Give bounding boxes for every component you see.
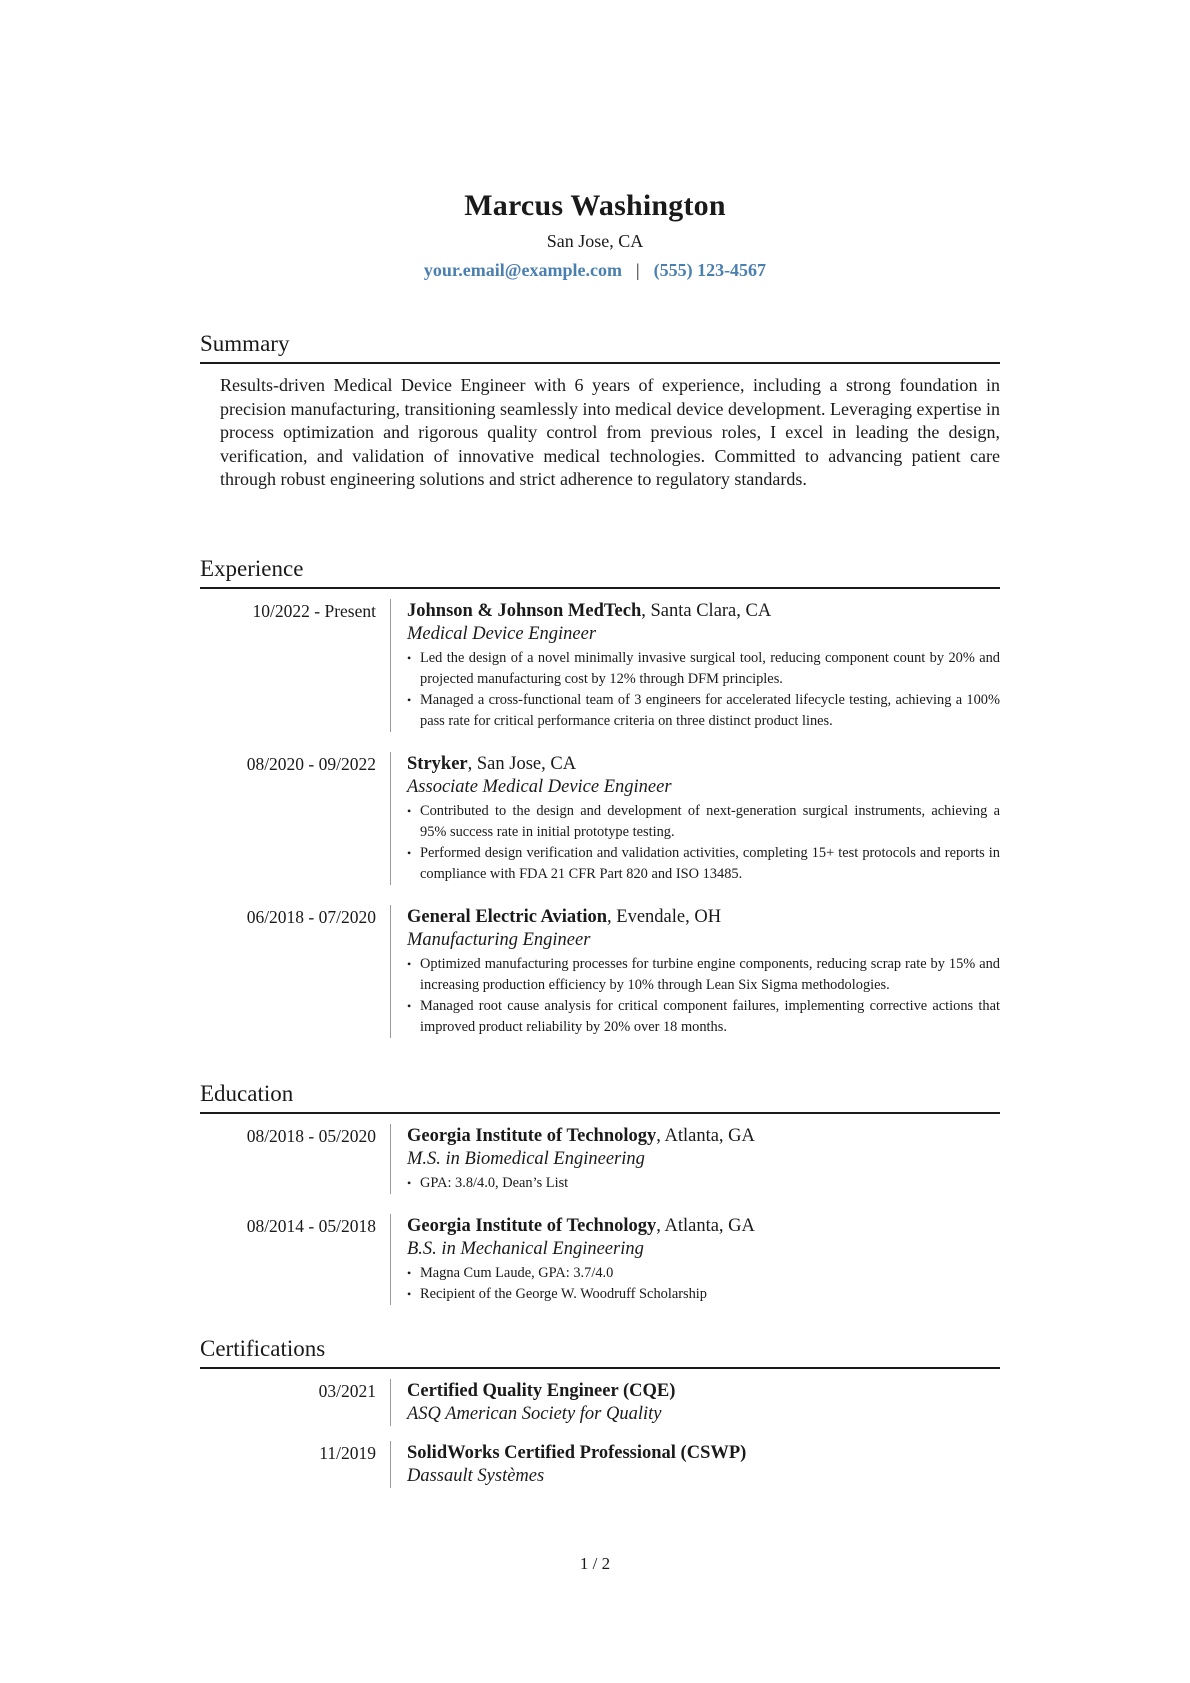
- entry-body: [390, 599, 1000, 732]
- candidate-location: San Jose, CA: [546, 231, 644, 251]
- section-divider: [200, 587, 1000, 589]
- entry-location: , Evendale, OH: [607, 907, 722, 927]
- entry-date: 10/2022 - Present: [252, 601, 376, 621]
- phone-link[interactable]: (555) 123-4567: [653, 260, 767, 280]
- contact-separator: |: [635, 260, 640, 280]
- list-item: • Optimized manufacturing processes for turbine engine components, reducing scrap rate by 15% and increasing production efficiency by 10% through Lean Six Sigma methodologies.: [407, 954, 1000, 996]
- experience-section: [200, 555, 1000, 1038]
- entry-date: 08/2020 - 09/2022: [246, 754, 376, 774]
- entry-title: [407, 1379, 1000, 1403]
- education-entry: [200, 1214, 1000, 1305]
- section-title-education: Education: [200, 1081, 294, 1106]
- entry-title: [407, 1214, 1000, 1238]
- entry-title: [407, 1441, 1000, 1465]
- list-item: • Recipient of the George W. Woodruff Scholarship: [407, 1284, 1000, 1305]
- entry-body: [390, 1379, 1000, 1426]
- section-title-experience: Experience: [200, 556, 304, 581]
- entry-location: , Atlanta, GA: [656, 1216, 755, 1236]
- summary-text: Results-driven Medical Device Engineer with 6 years of experience, including a strong foundation in precision manufacturing, transitioning seamlessly into medical device development. Leveraging expertise in process optimization and rigorous quality control from previous roles, I excel in leading the design, verification, and validation of innovative medical technologies. Committed to advancing patient care through robust engineering solutions and strict adherence to regulatory standards.: [220, 375, 1000, 489]
- certifications-section: [200, 1335, 1000, 1488]
- entry-body: [390, 752, 1000, 885]
- entry-body: [390, 1214, 1000, 1305]
- list-item: • Magna Cum Laude, GPA: 3.7/4.0: [407, 1263, 1000, 1284]
- list-item: • Led the design of a novel minimally invasive surgical tool, reducing component count by 20% and projected manufacturing cost by 12% through DFM principles.: [407, 648, 1000, 690]
- resume-header: [0, 188, 1190, 282]
- entry-bullets: [407, 954, 1000, 1038]
- entry-organization: Stryker: [407, 754, 468, 774]
- section-title-summary: Summary: [200, 331, 290, 356]
- entry-organization: Georgia Institute of Technology: [407, 1216, 657, 1236]
- entry-date: 11/2019: [319, 1443, 376, 1463]
- page-number: 1 / 2: [579, 1554, 611, 1573]
- entry-title: [407, 905, 1000, 929]
- education-section: [200, 1080, 1000, 1305]
- entry-role: Associate Medical Device Engineer: [407, 777, 672, 797]
- entry-bullets: [407, 801, 1000, 885]
- certification-name: Certified Quality Engineer (CQE): [407, 1381, 676, 1401]
- entry-location: , Santa Clara, CA: [641, 601, 772, 621]
- list-item: • GPA: 3.8/4.0, Dean’s List: [407, 1173, 1000, 1194]
- entry-degree: M.S. in Biomedical Engineering: [407, 1149, 645, 1169]
- list-item: • Managed a cross-functional team of 3 engineers for accelerated lifecycle testing, achieving a 100% pass rate for critical performance criteria on three distinct product lines.: [407, 690, 1000, 732]
- entry-organization: Johnson & Johnson MedTech: [407, 601, 642, 621]
- certification-entry: [200, 1379, 1000, 1426]
- entry-organization: Georgia Institute of Technology: [407, 1126, 657, 1146]
- entry-date: 06/2018 - 07/2020: [246, 907, 376, 927]
- certification-issuer: Dassault Systèmes: [407, 1466, 545, 1486]
- entry-title: [407, 1124, 1000, 1148]
- section-divider: [200, 1367, 1000, 1369]
- section-divider: [200, 362, 1000, 364]
- entry-degree: B.S. in Mechanical Engineering: [407, 1239, 644, 1259]
- section-title-certifications: Certifications: [200, 1336, 326, 1361]
- entry-title: [407, 752, 1000, 776]
- experience-entry: [200, 752, 1000, 885]
- entry-bullets: [407, 648, 1000, 732]
- entry-body: [390, 1124, 1000, 1194]
- entry-role: Medical Device Engineer: [407, 624, 597, 644]
- entry-date: 03/2021: [318, 1381, 376, 1401]
- certification-entry: [200, 1441, 1000, 1488]
- entry-organization: General Electric Aviation: [407, 907, 608, 927]
- certification-issuer: ASQ American Society for Quality: [407, 1404, 662, 1424]
- entry-body: [390, 1441, 1000, 1488]
- section-divider: [200, 1112, 1000, 1114]
- entry-role: Manufacturing Engineer: [407, 930, 591, 950]
- experience-entry: [200, 905, 1000, 1038]
- entry-body: [390, 905, 1000, 1038]
- entry-location: , Atlanta, GA: [656, 1126, 755, 1146]
- education-entry: [200, 1124, 1000, 1194]
- list-item: • Performed design verification and validation activities, completing 15+ test protocols and reports in compliance with FDA 21 CFR Part 820 and ISO 13485.: [407, 843, 1000, 885]
- entry-title: [407, 599, 1000, 623]
- summary-section: [200, 330, 1000, 492]
- contact-line: [0, 258, 1190, 282]
- entry-date: 08/2014 - 05/2018: [246, 1216, 376, 1236]
- certification-name: SolidWorks Certified Professional (CSWP): [407, 1443, 747, 1463]
- entry-bullets: [407, 1263, 1000, 1305]
- entry-bullets: [407, 1173, 1000, 1194]
- experience-entry: [200, 599, 1000, 732]
- entry-date: 08/2018 - 05/2020: [246, 1126, 376, 1146]
- list-item: • Managed root cause analysis for critical component failures, implementing corrective actions that improved product reliability by 20% over 18 months.: [407, 996, 1000, 1038]
- list-item: • Contributed to the design and development of next-generation surgical instruments, achieving a 95% success rate in initial prototype testing.: [407, 801, 1000, 843]
- email-link[interactable]: your.email@example.com: [423, 260, 622, 280]
- entry-location: , San Jose, CA: [467, 754, 577, 774]
- candidate-name: Marcus Washington: [464, 189, 726, 222]
